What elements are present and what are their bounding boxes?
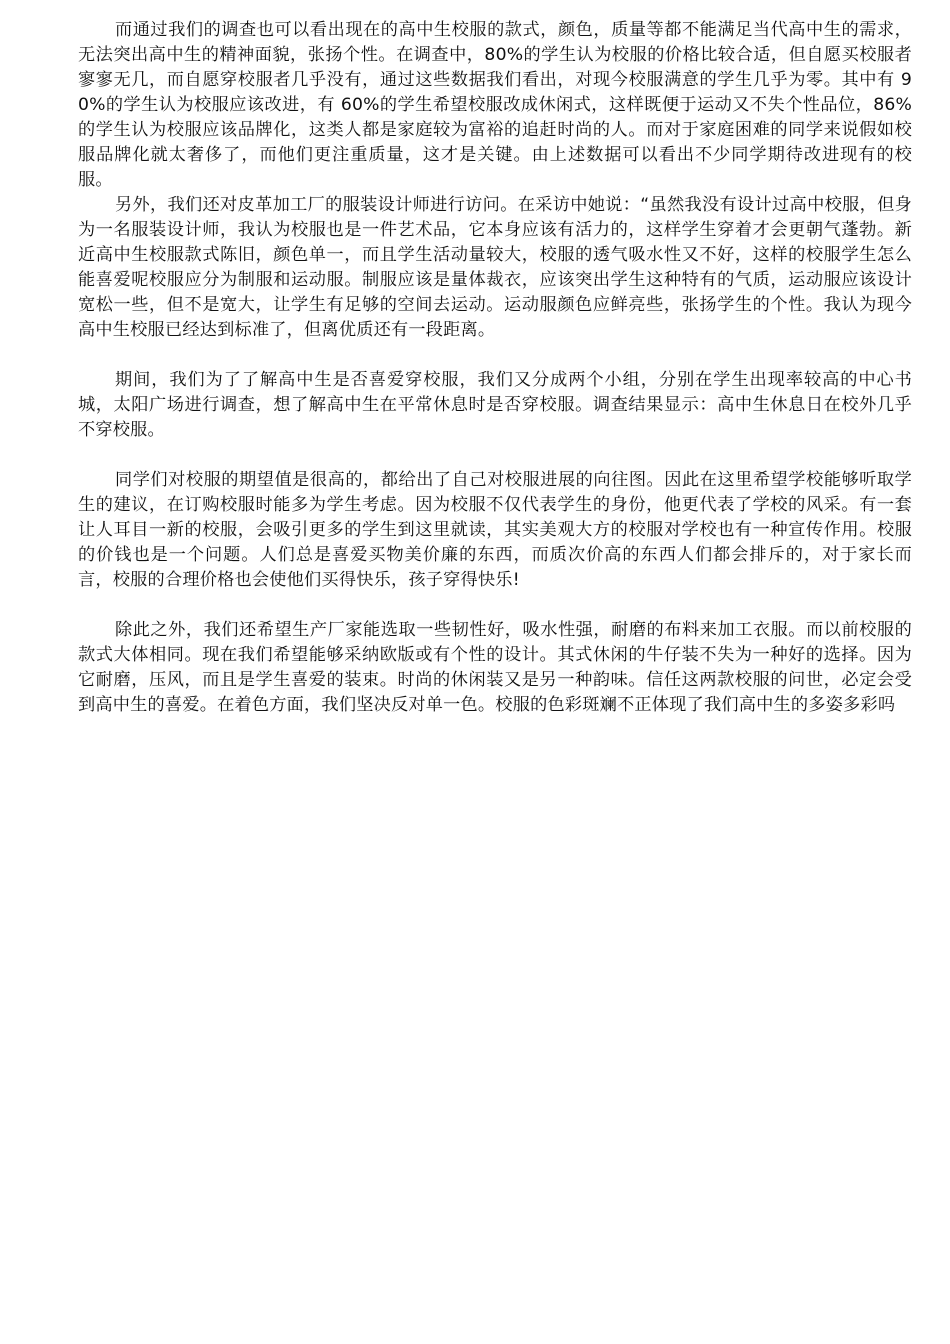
document-body xyxy=(78,18,912,718)
paragraph-fabric-and-style: 除此之外，我们还希望生产厂家能选取一些韧性好，吸水性强，耐磨的布料来加工衣服。而以前校服的款式大体相同。现在我们希望能够采纳欧版或有个性的设计。其式休闲的牛仔装不失为一种好的选择。因为它耐磨，压风，而且是学生喜爱的装束。时尚的休闲装又是另一种韵味。信任这两款校服的问世，必定会受到高中生的喜爱。在着色方面，我们坚决反对单一色。校服的色彩斑斓不正体现了我们高中生的多姿多彩吗 xyxy=(78,620,912,715)
paragraph-survey-results: 而通过我们的调查也可以看出现在的高中生校服的款式，颜色，质量等都不能满足当代高中生的需求，无法突出高中生的精神面貌，张扬个性。在调查中，80%的学生认为校服的价格比较合适，但自愿买校服者寥寥无几，而自愿穿校服者几乎没有，通过这些数据我们看出，对现今校服满意的学生几乎为零。其中有 90%的学生认为校服应该改进，有 60%的学生希望校服改成休闲式，这样既便于运动又不失个性品位，86%的学生认为校服应该品牌化，这类人都是家庭较为富裕的追赶时尚的人。而对于家庭困难的同学来说假如校服品牌化就太奢侈了，而他们更注重质量，这才是关键。由上述数据可以看出不少同学期待改进现有的校服。 xyxy=(78,20,912,190)
paragraph-designer-interview: 另外，我们还对皮革加工厂的服装设计师进行访问。在采访中她说：“虽然我没有设计过高中校服，但身为一名服装设计师，我认为校服也是一件艺术品，它本身应该有活力的，这样学生穿着才会更朝气蓬勃。新近高中生校服款式陈旧，颜色单一，而且学生活动量较大，校服的透气吸水性又不好，这样的校服学生怎么能喜爱呢校服应分为制服和运动服。制服应该是量体裁衣，应该突出学生这种特有的气质，运动服应该设计宽松一些，但不是宽大，让学生有足够的空间去运动。运动服颜色应鲜亮些，张扬学生的个性。我认为现今高中生校服已经达到标准了，但离优质还有一段距离。 xyxy=(78,195,912,340)
paragraph-weekend-survey: 期间，我们为了了解高中生是否喜爱穿校服，我们又分成两个小组，分别在学生出现率较高的中心书城，太阳广场进行调查，想了解高中生在平常休息时是否穿校服。调查结果显示：高中生休息日在校外几乎不穿校服。 xyxy=(78,370,912,440)
paragraph-student-expectations: 同学们对校服的期望值是很高的，都给出了自己对校服进展的向往图。因此在这里希望学校能够听取学生的建议，在订购校服时能多为学生考虑。因为校服不仅代表学生的身份，他更代表了学校的风采。有一套让人耳目一新的校服，会吸引更多的学生到这里就读，其实美观大方的校服对学校也有一种宣传作用。校服的价钱也是一个问题。人们总是喜爱买物美价廉的东西，而质次价高的东西人们都会排斥的，对于家长而言，校服的合理价格也会使他们买得快乐，孩子穿得快乐! xyxy=(78,470,912,590)
